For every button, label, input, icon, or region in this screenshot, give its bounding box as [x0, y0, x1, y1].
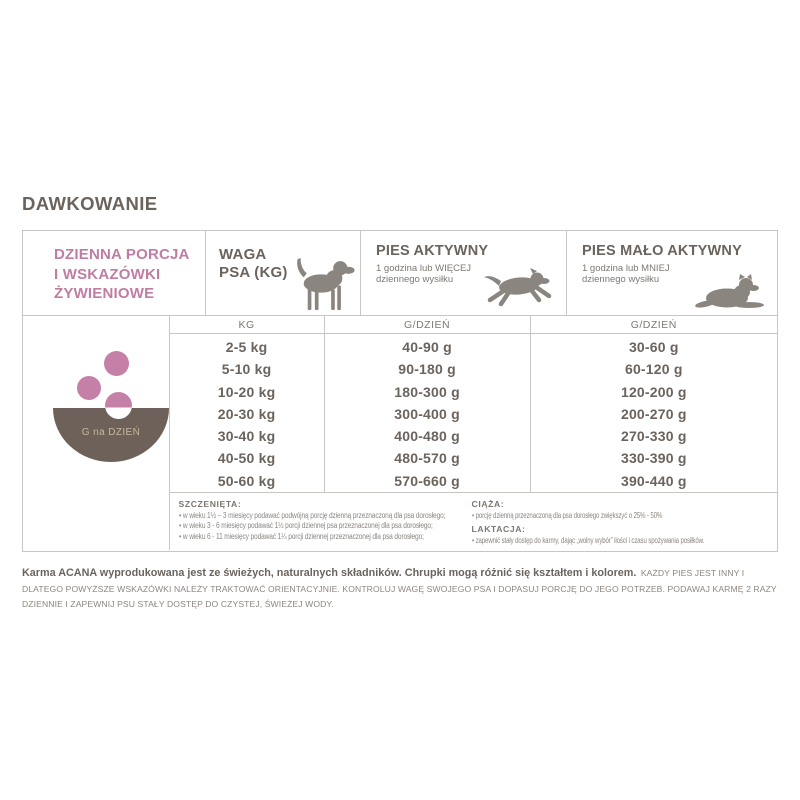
less-active-dog-subtitle: 1 godzina lub MNIEJ: [582, 263, 670, 274]
table-cell: 30-40 kg: [217, 428, 276, 445]
less-active-dog-subtitle: dziennego wysiłku: [582, 274, 660, 285]
kibble-ball: [104, 351, 129, 376]
table-cell: 40-90 g: [402, 339, 452, 355]
table-body: [23, 316, 777, 550]
table-cell: 180-300 g: [394, 383, 460, 400]
footnotes: [170, 492, 777, 550]
lying-dog-icon: [692, 273, 772, 311]
footnote-item: • w wieku 1½ – 3 miesięcy podawać podwójną porcję dzienną przeznaczoną dla psa dorosłego;: [179, 511, 418, 521]
header-dog-weight: [206, 231, 361, 315]
table-cell: 400-480 g: [394, 428, 460, 445]
active-column: [325, 334, 531, 492]
daily-portion-label: I WSKAZÓWKI: [54, 265, 161, 283]
footnote-label-lactation: LAKTACJA:: [471, 524, 526, 535]
table-cell: 30-60 g: [628, 339, 679, 355]
data-section: [170, 316, 777, 550]
page-title: DAWKOWANIE: [22, 193, 158, 214]
data-grid: [170, 334, 777, 492]
table-cell: 10-20 kg: [217, 383, 276, 400]
active-dog-subtitle: 1 godzina lub WIĘCEJ: [376, 263, 472, 274]
header-daily-portion: [23, 231, 206, 315]
kibble-ball: [105, 392, 132, 419]
weight-title: PSA (KG): [219, 264, 288, 281]
kibble-ball: [77, 376, 101, 400]
unit-g-per-day-active: G/DZIEŃ: [325, 316, 531, 333]
header-less-active-dog: [567, 231, 777, 315]
unit-g-per-day-less-active: G/DZIEŃ: [630, 319, 677, 331]
table-cell: 570-660 g: [394, 472, 460, 489]
running-dog-icon: [480, 268, 558, 310]
units-row: [170, 316, 777, 334]
standing-dog-icon: [290, 255, 356, 312]
footnote-puppies: [170, 499, 470, 550]
bowl-illustration: [23, 316, 170, 550]
active-dog-subtitle: dziennego wysiłku: [376, 274, 454, 285]
footer-note: [22, 565, 780, 612]
bowl-label: G na DZIEŃ: [81, 427, 141, 438]
footnote-item: • zapewnić stały dostęp do karmy, dając „wolny wybór” ilości i czasu spożywania posiłków.: [472, 536, 704, 546]
table-cell: 2-5 kg: [225, 339, 268, 355]
less-active-dog-title: PIES MAŁO AKTYWNY: [582, 243, 742, 259]
footnote-item: • w wieku 6 - 11 miesięcy podawać 1¼ porcji dziennej przeznaczonej dla psa dorosłego;: [179, 532, 418, 542]
weight-column: [170, 334, 325, 492]
table-cell: 5-10 kg: [221, 361, 272, 378]
table-cell: 60-120 g: [624, 361, 683, 378]
table-cell: 120-200 g: [620, 383, 687, 400]
footnote-item: • porcję dzienną przeznaczoną dla psa dorosłego zwiększyć o 25% - 50%: [472, 511, 704, 521]
table-cell: 90-180 g: [398, 361, 456, 378]
table-cell: 20-30 kg: [217, 405, 276, 422]
footer-bold-text: Karma ACANA wyprodukowana jest ze świeżych, naturalnych składników. Chrupki mogą różnić się kształtem i kolorem.: [22, 567, 637, 579]
dosage-table: [22, 230, 778, 552]
table-cell: 200-270 g: [620, 405, 687, 422]
table-cell: 390-440 g: [620, 472, 687, 489]
table-cell: 270-330 g: [620, 428, 687, 445]
table-cell: 50-60 kg: [217, 472, 276, 489]
footnote-item: • w wieku 3 - 6 miesięcy podawać 1½ porcji dziennej psa przeznaczonej dla psa dorosłego;: [179, 521, 418, 531]
table-cell: 40-50 kg: [217, 450, 276, 467]
active-dog-title: PIES AKTYWNY: [376, 243, 489, 259]
daily-portion-label: ŻYWIENIOWE: [54, 285, 155, 302]
table-cell: 480-570 g: [394, 450, 460, 467]
table-cell: 300-400 g: [394, 405, 460, 422]
header-active-dog: [361, 231, 567, 315]
unit-kg: KG: [170, 316, 325, 333]
table-header-row: [23, 231, 777, 316]
footnote-label-pregnancy: CIĄŻA:: [471, 499, 505, 509]
footnote-pregnancy-lactation: [470, 499, 777, 550]
footer-caps-text: KAŻDY PIES JEST INNY I DLATEGO POWYŻSZE WSKAZÓWKI NALEŻY TRAKTOWAĆ ORIENTACYJNIE. KONTROLUJ WAGĘ SWOJEGO PSA I DOPASUJ PORCJĘ DO JEGO POTRZEB. PODAWAJ KARMĘ 2 RAZY DZIENNIE I ZAPEWNIJ PSU STAŁY DOSTĘP DO CZYSTEJ, ŚWIEŻEJ WODY.: [22, 568, 777, 609]
daily-portion-label: DZIENNA PORCJA: [54, 246, 190, 263]
weight-title: WAGA: [219, 246, 267, 263]
table-cell: 330-390 g: [620, 450, 687, 467]
less-active-column: [531, 334, 777, 492]
footnote-label-puppies: SZCZENIĘTA:: [178, 499, 242, 509]
